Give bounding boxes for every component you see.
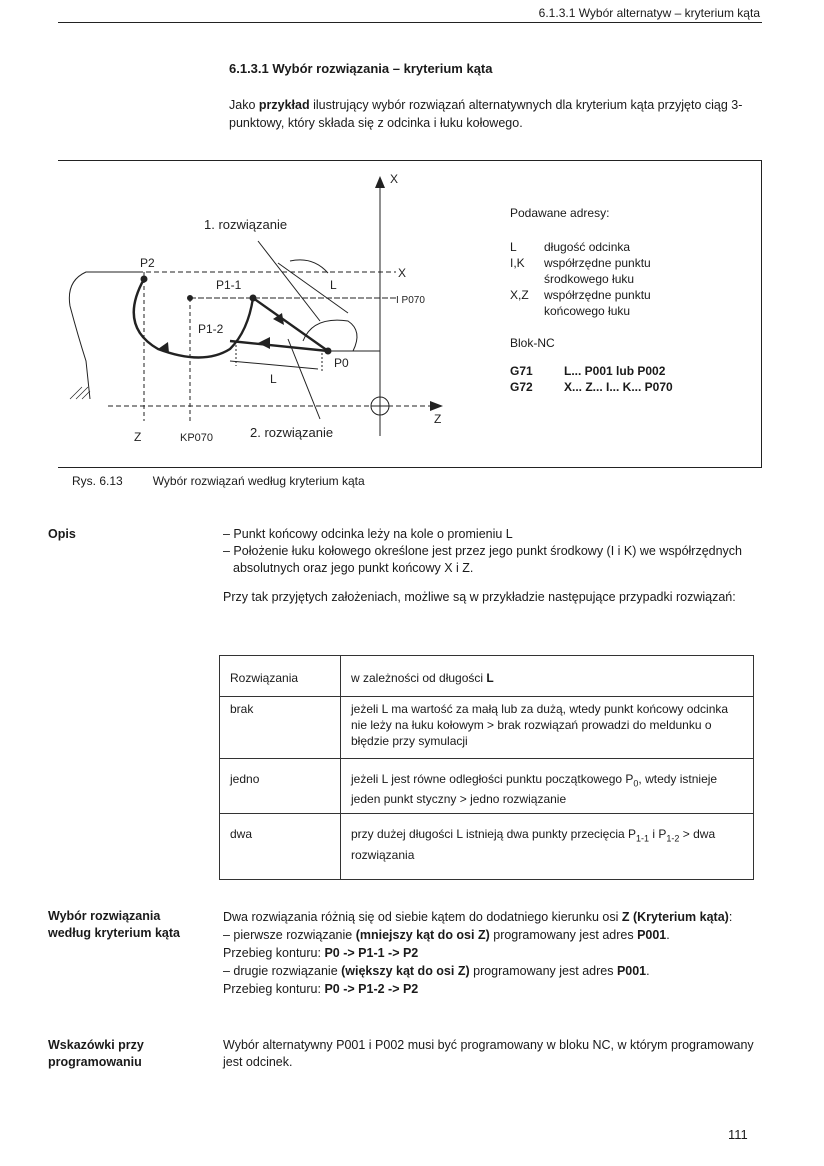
label-k-p070: KP070 [180,432,214,444]
opis-label: Opis [48,527,76,541]
wskazowki-body: Wybór alternatywny P001 i P002 musi być programowany w bloku NC, w którym programowany jest odcinek. [223,1038,754,1069]
code-row: G71 L... P001 lub P002 [510,364,666,378]
point-p11 [250,295,257,302]
label-p2: P2 [140,256,155,270]
legend-blok: Blok-NC [510,336,555,350]
label-axis-z: Z [434,412,442,426]
solutions-table [219,655,754,880]
legend-heading: Podawane adresy: [510,206,610,220]
wybor-body: Dwa rozwiązania różnią się od siebie kątem do dodatniego kierunku osi Z (Kryterium kąta): – pierwsze rozwiązanie (mniejszy kąt do osi Z) programowany jest adres P001. Przebieg konturu: P0 -> P1-1 -> P2 – drugie rozwiązanie (większy kąt do osi Z) programowany jest adres P001. Przebieg konturu: P0 -> P1-2 -> P2 [223,910,733,996]
legend-row: X,Z współrzędne punktu końcowego łuku [510,288,651,318]
table-row: brak jeżeli L ma wartość za małą lub za dużą, wtedy punkt końcowy odcinka nie leży na łuku kołowym > brak rozwiązań prowadzi do meldunku o błędzie przy symulacji [220,697,754,759]
figure-diagram [58,161,498,467]
table-row: jedno jeżeli L jest równe odległości punktu początkowego $P_0$, wtedy istnieje jeden punkt styczny > jedno rozwiązanie [220,759,754,814]
label-p11: P1-1 [216,278,242,292]
wskazowki-label: Wskazówki przy programowaniu [48,1038,144,1069]
legend-row: L długość odcinka [510,240,631,254]
label-solution-2: 2. rozwiązanie [250,425,334,440]
label-p0: P0 [334,356,349,370]
angle-arc [303,320,357,351]
workpiece-outline [69,272,138,399]
label-axis-x: X [390,172,399,186]
label-i-p070: I P070 [396,295,425,306]
label-l-upper: L [330,278,337,292]
label-l-lower: L [270,372,277,386]
figure-bottom-rule [58,467,762,468]
point-p2 [141,276,148,283]
legend-codes [510,363,704,395]
label-x-right: X [398,266,407,280]
opis-body: – Punkt końcowy odcinka leży na kole o promieniu L – Położenie łuku kołowego określone jest przez jego punkt środkowy (I i K) we współrzędnych absolutnych oraz jego punkt końcowy X i Z. Przy tak przyjętych założeniach, możliwe są w przykładzie następujące przypadki rozwiązań: [223,527,743,604]
running-header: 6.1.3.1 Wybór alternatyw – kryterium kąta [538,6,760,20]
label-solution-1: 1. rozwiązanie [204,217,288,232]
segment-p0-p12 [230,341,328,351]
section-title: 6.1.3.1 Wybór rozwiązania – kryterium kąta [229,61,493,76]
figure-legend [510,205,704,395]
figure-right-rule [761,160,762,468]
table-header-row: Rozwiązania w zależności od długości L [220,656,754,697]
code-row: G72 X... Z... I... K... P070 [510,380,673,394]
table-row: dwa przy dużej długości L istnieją dwa punkty przecięcia $P_{1-1}$ i $P_{1-2}$ > dwa rozwiązania [220,814,754,880]
label-p12: P1-2 [198,322,224,336]
page-number: 111 [728,1127,748,1142]
wybor-label: Wybór rozwiązania według kryterium kąta [48,909,180,940]
intro-paragraph: Jako przykład ilustrujący wybór rozwiązań alternatywnych dla kryterium kąta przyjęto ciąg 3-punktowy, który składa się z odcinka i łuku kołowego. [229,98,743,130]
figure-caption: Rys. 6.13 Wybór rozwiązań według kryterium kąta [72,474,365,488]
legend-row: I,K współrzędne punktu środkowego łuku [510,256,651,286]
point-p0 [325,348,332,355]
workpiece-hatch [70,387,90,399]
header-rule [58,22,762,23]
label-z-bottom: Z [134,430,142,444]
